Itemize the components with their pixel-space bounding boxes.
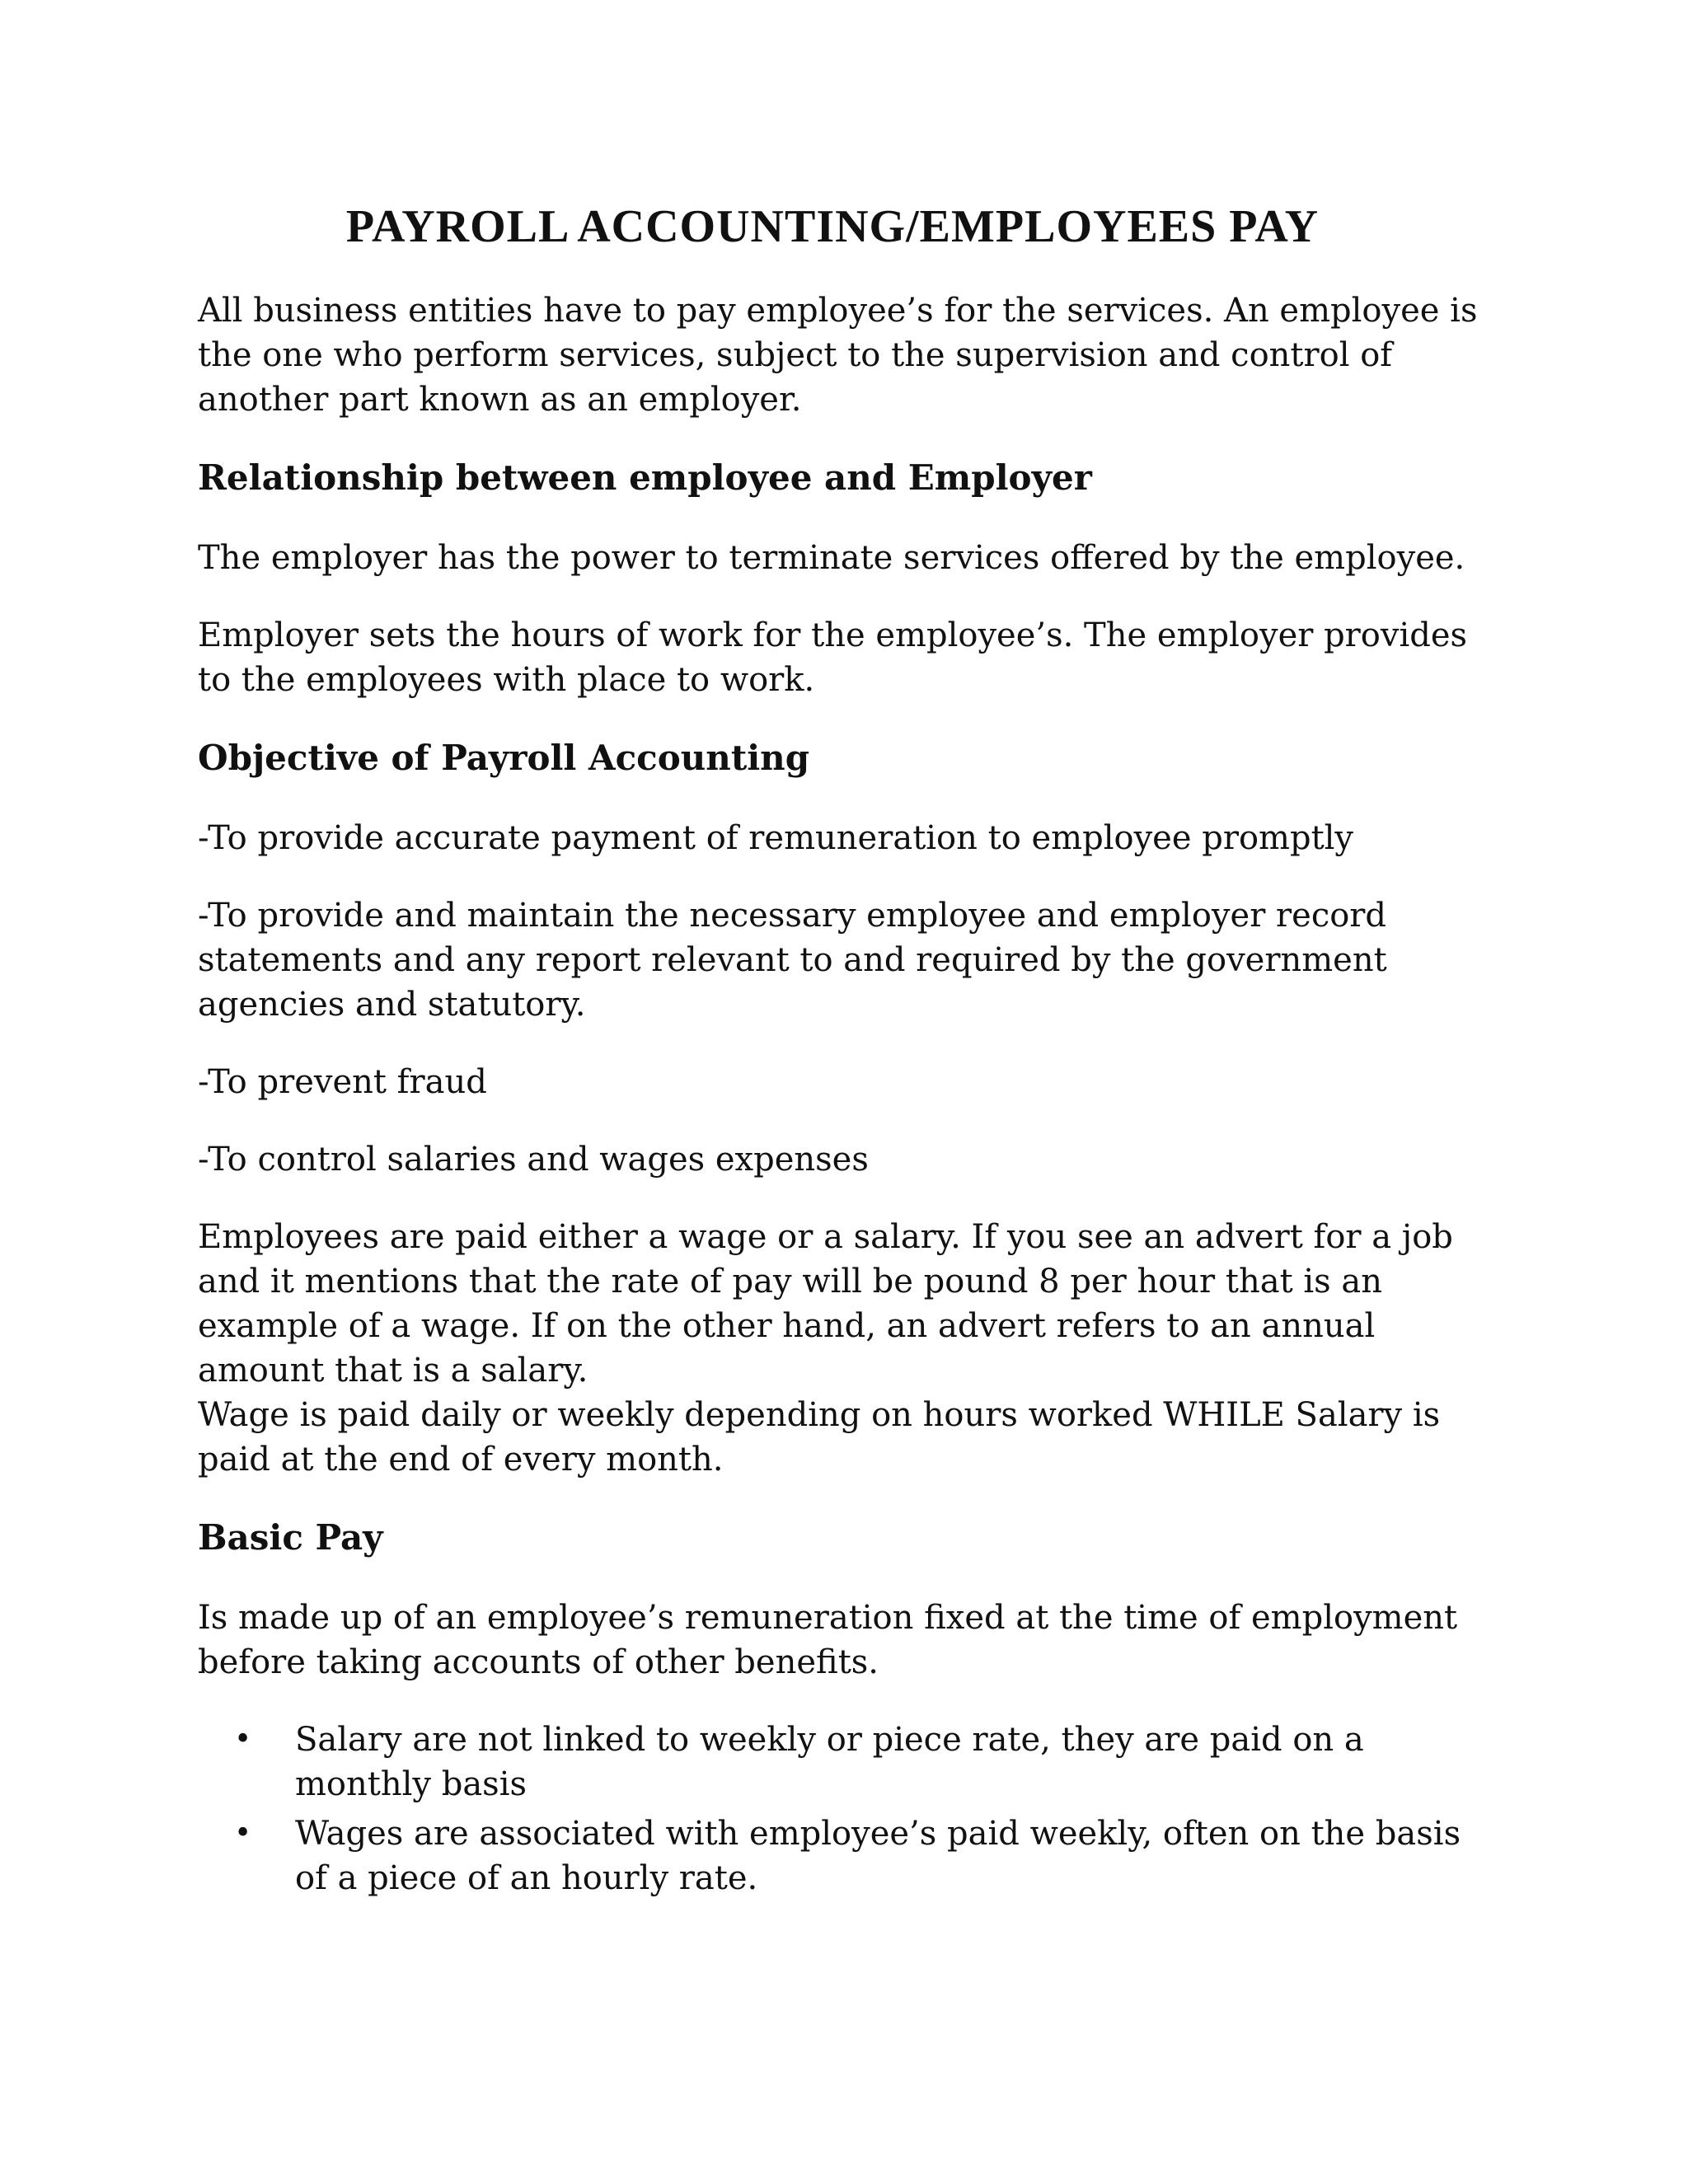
wage-salary-paragraph-2: Wage is paid daily or weekly depending on hours worked WHILE Salary is paid at the end of every month. (198, 1396, 1441, 1479)
objective-item-1: -To provide accurate payment of remuneration to employee promptly (198, 819, 1354, 857)
bullet-icon: • (234, 1722, 252, 1756)
bullet-text: Salary are not linked to weekly or piece rate, they are paid on a monthly basis (295, 1721, 1364, 1803)
objective-item-4: -To control salaries and wages expenses (198, 1141, 869, 1179)
relationship-paragraph-1: The employer has the power to terminate services offered by the employee. (198, 539, 1465, 577)
objective-item-3: -To prevent fraud (198, 1063, 487, 1101)
relationship-heading: Relationship between employee and Employer (198, 457, 1092, 498)
bullet-icon: • (234, 1816, 252, 1850)
document-title: PAYROLL ACCOUNTING/EMPLOYEES PAY (345, 201, 1320, 252)
objective-item-2: -To provide and maintain the necessary employee and employer record statements and any report relevant to and required by the government agencies and statutory. (198, 897, 1387, 1024)
list-item (198, 1718, 1500, 1807)
bullet-text: Wages are associated with employee’s paid weekly, often on the basis of a piece of an hourly rate. (295, 1815, 1461, 1897)
objective-heading: Objective of Payroll Accounting (198, 738, 810, 778)
basic-pay-paragraph: Is made up of an employee’s remuneration fixed at the time of employment before taking accounts of other benefits. (198, 1599, 1458, 1681)
basic-pay-heading: Basic Pay (198, 1517, 383, 1558)
list-item (198, 1811, 1500, 1900)
basic-pay-bullet-list (198, 1718, 1500, 1900)
intro-paragraph: All business entities have to pay employee’s for the services. An employee is the one who perform services, subject to the supervision and control of another part known as an employer. (198, 292, 1478, 419)
relationship-paragraph-2: Employer sets the hours of work for the employee’s. The employer provides to the employees with place to work. (198, 616, 1468, 699)
document-page (198, 198, 1500, 1905)
wage-salary-paragraph: Employees are paid either a wage or a salary. If you see an advert for a job and it mentions that the rate of pay will be pound 8 per hour that is an example of a wage. If on the other hand, an advert refers to an annual amount that is a salary. (198, 1218, 1453, 1390)
